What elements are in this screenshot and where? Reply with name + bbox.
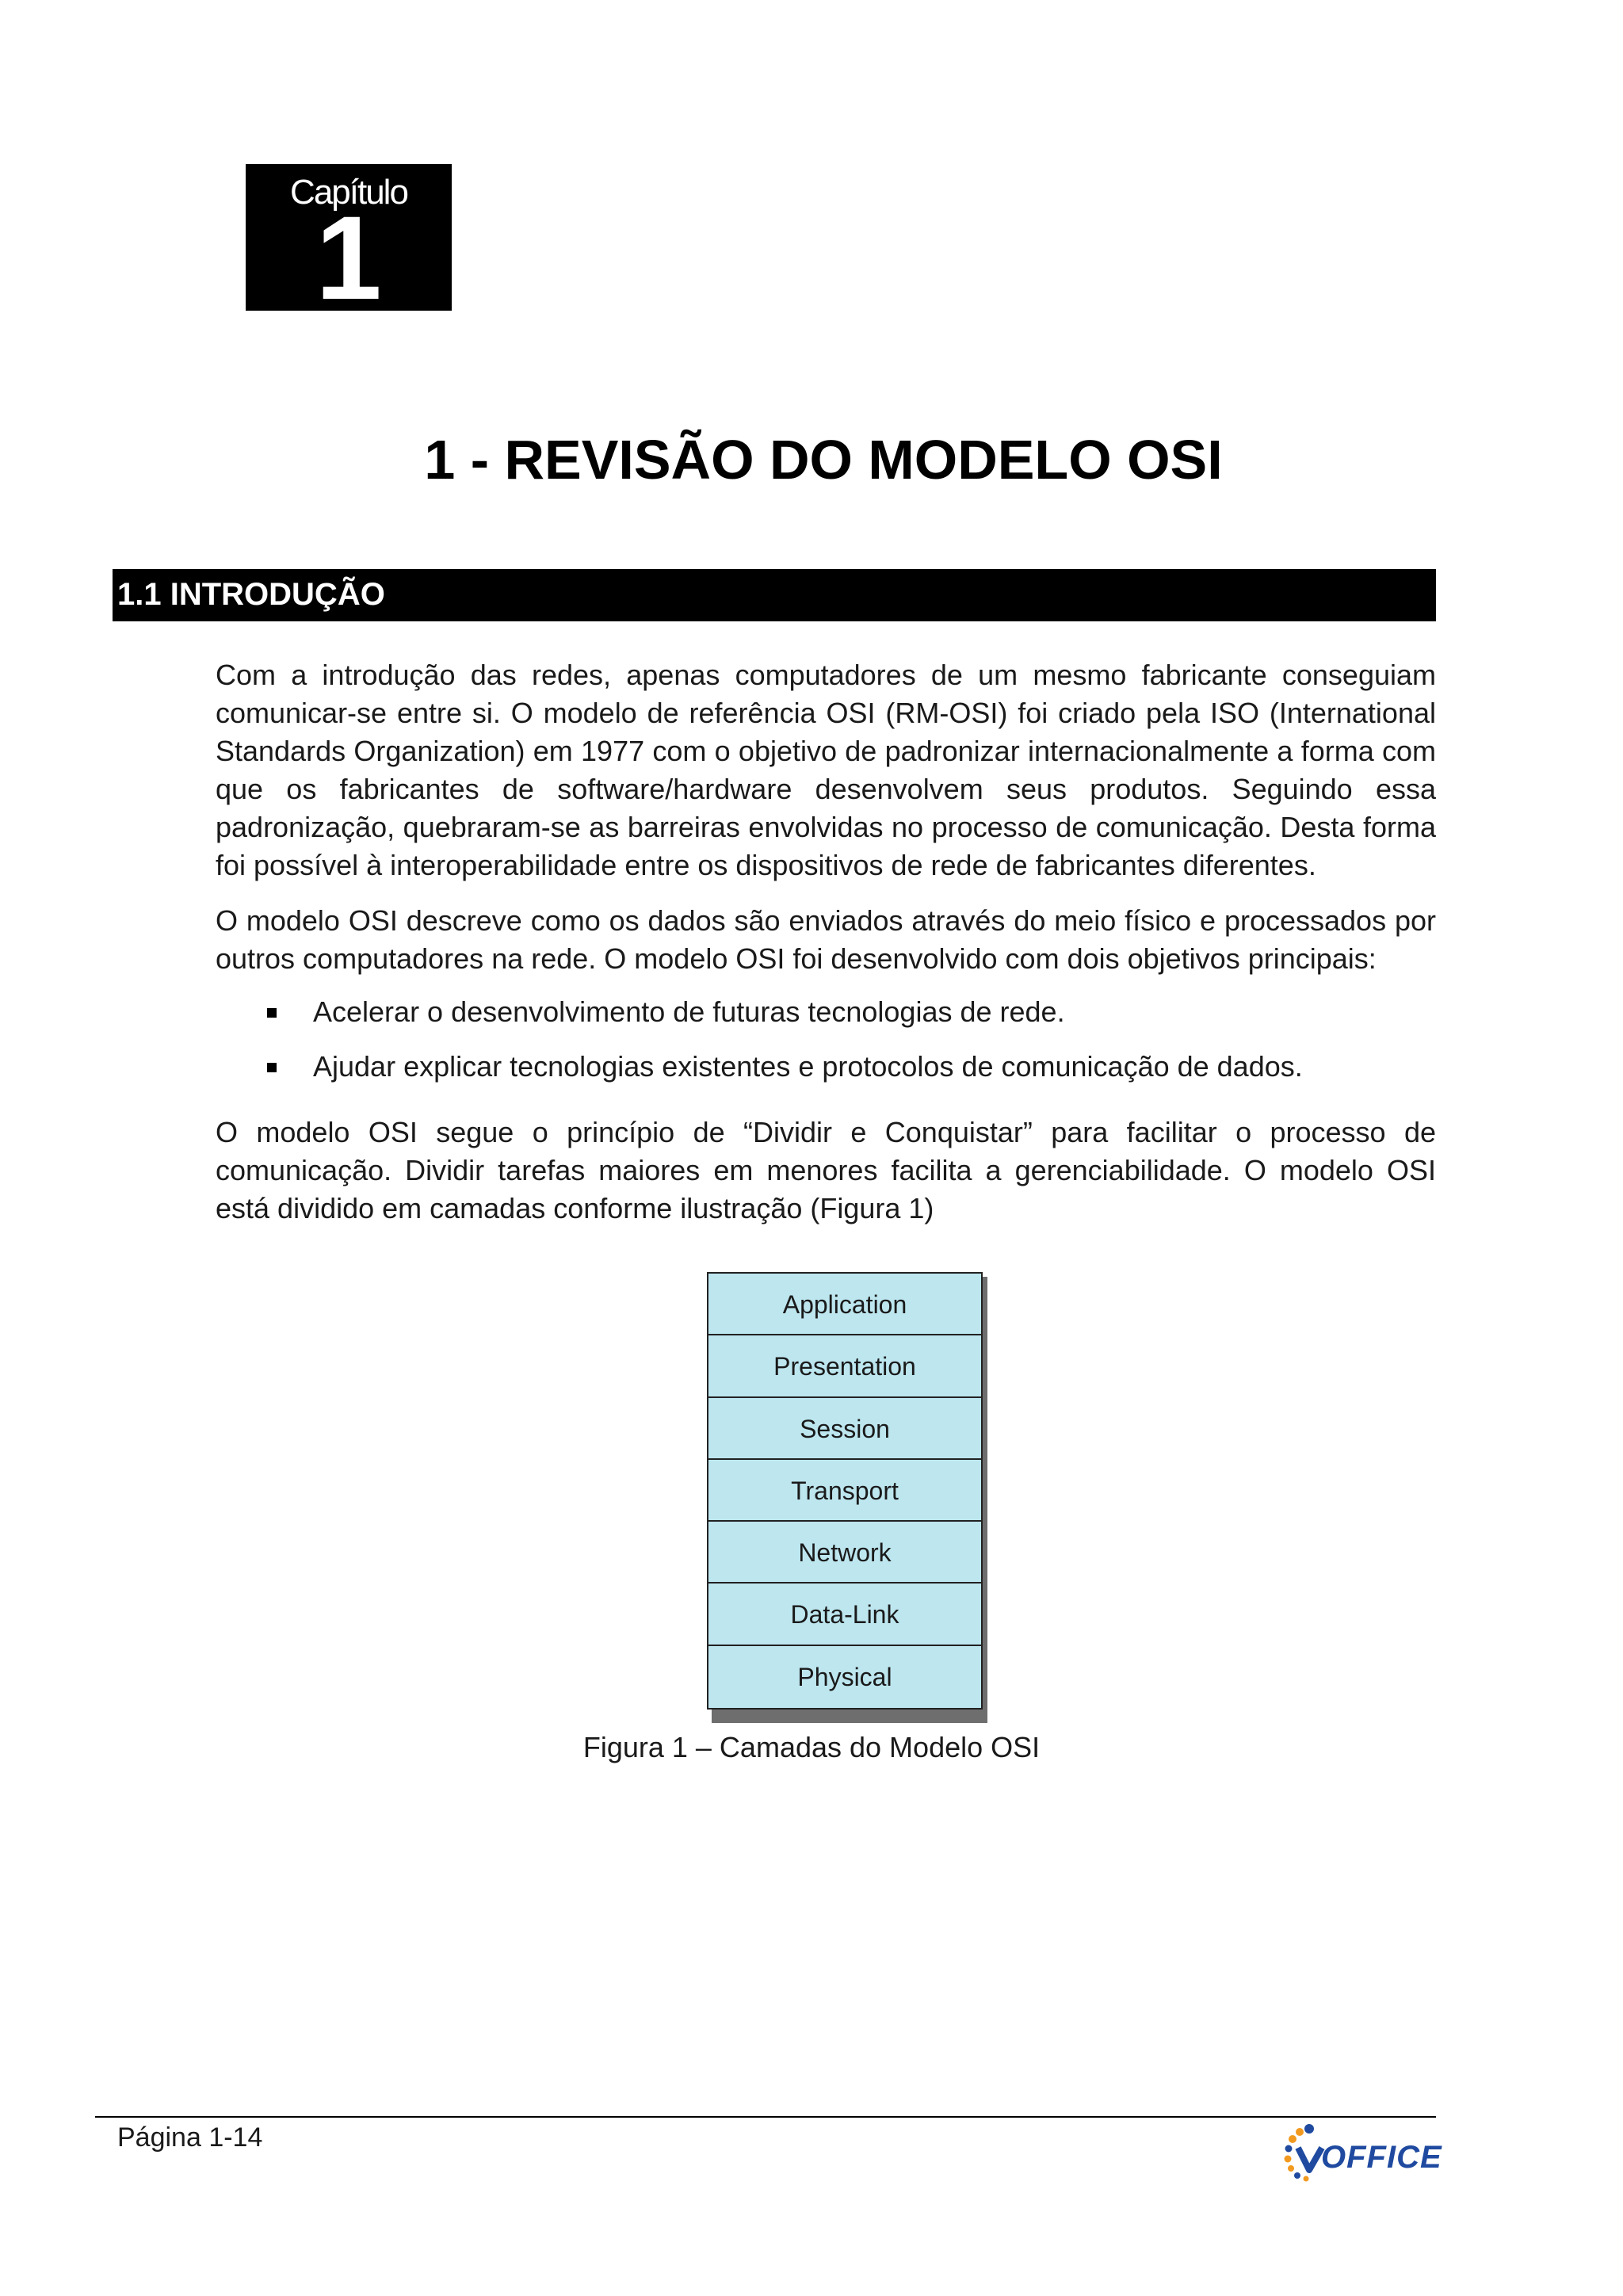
office-logo bbox=[1277, 2118, 1452, 2197]
page-number: Página 1-14 bbox=[117, 2122, 263, 2153]
objectives-list bbox=[216, 993, 1436, 1102]
list-item-text: Ajudar explicar tecnologias existentes e protocolos de comunicação de dados. bbox=[313, 1050, 1303, 1083]
section-title: 1.1 INTRODUÇÃO bbox=[117, 577, 385, 612]
osi-description-paragraph: O modelo OSI descreve como os dados são enviados através do meio físico e processados por outros computadores na rede. O modelo OSI foi desenvolvido com dois objetivos principais: bbox=[216, 904, 1436, 975]
chapter-label: Capítulo bbox=[290, 173, 407, 212]
bullet-icon bbox=[267, 1063, 277, 1072]
osi-layer-session: Session bbox=[708, 1398, 981, 1460]
osi-layer-data-link: Data-Link bbox=[708, 1584, 981, 1645]
logo-dots-icon bbox=[1277, 2118, 1325, 2197]
list-item-text: Acelerar o desenvolvimento de futuras tecnologias de rede. bbox=[313, 995, 1065, 1028]
osi-layer-application: Application bbox=[708, 1274, 981, 1335]
divide-conquer-paragraph: O modelo OSI segue o princípio de “Dividir e Conquistar” para facilitar o processo de comunicação. Dividir tarefas maiores em menores facilita a gerenciabilidade. O modelo OSI está dividido em camadas conforme ilustração (Figura 1) bbox=[216, 1116, 1436, 1224]
footer-divider bbox=[95, 2116, 1436, 2118]
section-header-bar bbox=[113, 569, 1436, 621]
chapter-number: 1 bbox=[315, 191, 382, 324]
chapter-box bbox=[246, 164, 452, 324]
bullet-icon bbox=[267, 1008, 277, 1018]
osi-layer-stack bbox=[707, 1272, 983, 1710]
intro-paragraph: Com a introdução das redes, apenas computadores de um mesmo fabricante conseguiam comunicar-se entre si. O modelo de referência OSI (RM-OSI) foi criado pela ISO (International Standards Organization) em 1977 com o objetivo de padronizar internacionalmente a forma com que os fabricantes de software/hardware desenvolvem seus produtos. Seguindo essa padronização, quebraram-se as barreiras envolvidas no processo de comunicação. Desta forma foi possível à interoperabilidade entre os dispositivos de rede de fabricantes diferentes. bbox=[216, 659, 1436, 881]
osi-layer-presentation: Presentation bbox=[708, 1335, 981, 1397]
list-item bbox=[216, 993, 1436, 1031]
chapter-title: 1 - REVISÃO DO MODELO OSI bbox=[424, 429, 1223, 491]
osi-layer-network: Network bbox=[708, 1522, 981, 1584]
list-item bbox=[216, 1048, 1436, 1086]
osi-layer-transport: Transport bbox=[708, 1460, 981, 1522]
osi-model-figure bbox=[707, 1272, 983, 1710]
figure-caption: Figura 1 – Camadas do Modelo OSI bbox=[582, 1731, 1041, 1763]
logo-text: OFFICE bbox=[1321, 2140, 1442, 2175]
osi-layer-physical: Physical bbox=[797, 1662, 892, 1691]
